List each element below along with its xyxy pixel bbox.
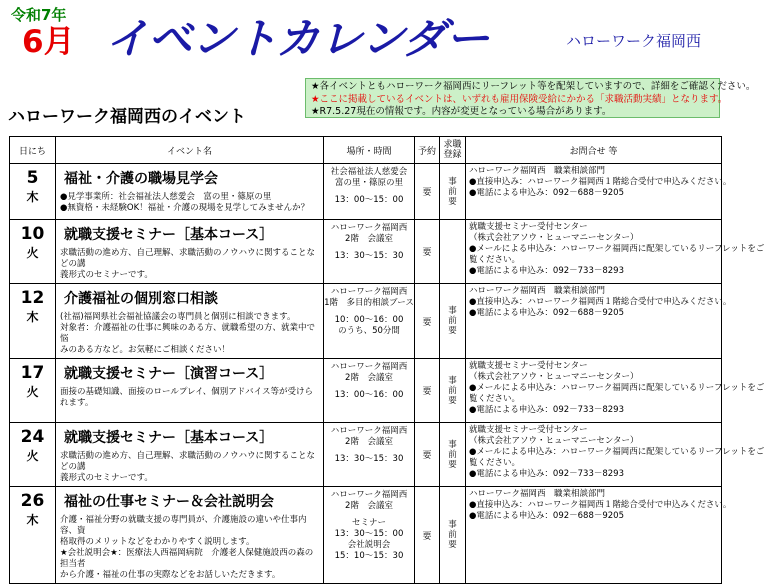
event-description — [56, 513, 323, 583]
contact-cell — [466, 487, 732, 584]
venue-cell — [324, 284, 415, 359]
contact-line: ●電話による申込み：092－733－8293 — [469, 266, 624, 276]
section-title: ハローワーク福岡西のイベント — [8, 107, 246, 127]
reserve-cell: 要 — [415, 164, 440, 220]
event-description — [56, 385, 323, 411]
registration-text: 事前要 — [448, 439, 457, 470]
contact-line: ●電話による申込み：092－733－8293 — [469, 469, 624, 479]
day-cell — [10, 220, 56, 284]
event-time-extra: のうち、50分間 — [338, 326, 400, 336]
event-cell — [56, 487, 324, 584]
day-number: 26 — [20, 491, 45, 511]
contact-line: （株式会社アソウ・ヒューマニーセンター） — [469, 436, 639, 446]
contact-line: 覧ください。 — [469, 458, 521, 468]
era-label: 令和7年 — [11, 6, 67, 24]
contact-line: 覧ください。 — [469, 394, 521, 404]
venue-line: ハローワーク福岡西 — [330, 426, 408, 436]
venue-line: ハローワーク福岡西 — [330, 223, 408, 233]
day-number: 5 — [26, 168, 39, 188]
venue-line: 2階 会議室 — [345, 234, 393, 244]
event-name: 就職支援セミナー［演習コース］ — [64, 366, 274, 382]
registration-text: 事前要 — [448, 375, 457, 406]
contact-line: ハローワーク福岡西 職業相談部門 — [469, 286, 606, 296]
event-time: 13：30～15：30 — [334, 454, 404, 464]
contact-line: （株式会社アソウ・ヒューマニーセンター） — [469, 233, 639, 243]
event-time: 13：00～15：00 — [334, 195, 404, 205]
header-event: イベント名 — [56, 137, 324, 164]
org-name: ハローワーク福岡西 — [566, 32, 702, 50]
contact-line: 就職支援セミナー受付センター — [469, 222, 588, 232]
day-number: 12 — [20, 288, 45, 308]
contact-cell — [466, 423, 764, 487]
event-name: 就職支援セミナー［基本コース］ — [64, 227, 274, 243]
event-description-line: 面接の基礎知識、面接のロールプレイ、個別アドバイス等が受けられます。 — [60, 387, 314, 408]
venue-cell — [324, 487, 415, 584]
event-cell — [56, 423, 324, 487]
contact-line: 就職支援セミナー受付センター — [469, 361, 588, 371]
weekday: 木 — [26, 190, 39, 204]
event-time-extra: 会社説明会 — [347, 540, 391, 550]
venue-line: ハローワーク福岡西 — [330, 490, 408, 500]
event-description-line: ●無資格・未経験OK！福祉・介護の現場を見学してみませんか？ — [60, 203, 310, 213]
reserve-cell: 要 — [415, 487, 440, 584]
table-header-row — [10, 137, 722, 164]
weekday: 火 — [26, 246, 39, 260]
event-description-line: 対象者：介護福祉の仕事に興味のある方、就職希望の方、就業中で悩 — [60, 323, 316, 344]
reserve-cell: 要 — [415, 359, 440, 423]
venue-line: ハローワーク福岡西 — [330, 287, 408, 297]
registration-cell — [440, 359, 466, 423]
weekday: 木 — [26, 310, 39, 324]
contact-line: 覧ください。 — [469, 255, 521, 265]
event-time: 13：00～16：00 — [334, 390, 404, 400]
contact-cell — [466, 164, 732, 220]
day-cell — [10, 423, 56, 487]
event-cell — [56, 220, 324, 284]
reserve-cell: 要 — [415, 284, 440, 359]
day-cell — [10, 164, 56, 220]
event-name: 福祉の仕事セミナー＆会社説明会 — [64, 494, 274, 510]
table-row — [10, 359, 722, 423]
header-day: 日にち — [10, 137, 56, 164]
event-time-extra: 13：30～15：00 — [334, 529, 404, 539]
event-description-line: ●見学事業所：社会福祉法人慈愛会 富の里・篠原の里 — [60, 192, 272, 202]
event-time: 10：00～16：00 — [334, 315, 404, 325]
day-cell — [10, 284, 56, 359]
event-cell — [56, 284, 324, 359]
venue-line: 2階 会議室 — [345, 501, 393, 511]
weekday: 火 — [26, 449, 39, 463]
venue-line: 2階 会議室 — [345, 373, 393, 383]
event-time: 13：30～15：30 — [334, 251, 404, 261]
registration-text: 事前要 — [448, 306, 457, 336]
table-row — [10, 284, 722, 359]
month-label: 6月 — [22, 24, 75, 60]
event-description-line: みのある方など。お気軽にご相談ください！ — [60, 345, 231, 355]
contact-line: ハローワーク福岡西 職業相談部門 — [469, 166, 606, 176]
venue-line: 社会福祉法人慈愛会 — [330, 167, 408, 177]
registration-cell — [440, 220, 466, 284]
venue-cell — [324, 423, 415, 487]
contact-line: ●電話による申込み：092－688－9205 — [469, 188, 624, 198]
day-number: 17 — [20, 363, 45, 383]
weekday: 火 — [26, 385, 39, 399]
header-registration: 求職登録 — [440, 137, 466, 164]
table-row — [10, 220, 722, 284]
event-description — [56, 246, 323, 283]
event-table — [9, 136, 764, 584]
contact-line: ●直接申込み：ハローワーク福岡西１階総合受付で申込みください。 — [469, 500, 732, 510]
event-description-line: 義形式のセミナーです。 — [60, 473, 153, 483]
event-description-line: 義形式のセミナーです。 — [60, 270, 153, 280]
contact-cell — [466, 284, 732, 359]
event-description-line: 求職活動の進め方、自己理解、求職活動のノウハウに関することなどの講 — [60, 451, 316, 472]
event-description-line: 格取得のメリットなどをわかりやすく説明します。 — [60, 537, 255, 547]
event-description-line: 介護・福祉分野の就職支援の専門員が、介護施設の違いや仕事内容、資 — [60, 515, 307, 536]
event-description-line: 求職活動の進め方、自己理解、求職活動のノウハウに関することなどの講 — [60, 248, 316, 269]
notice-line-1: ★各イベントともハローワーク福岡西にリーフレット等を配架していますので、詳細をご確認ください。 — [311, 81, 756, 92]
contact-line: ●電話による申込み：092－688－9205 — [469, 308, 624, 318]
contact-line: ●メールによる申込み：ハローワーク福岡西に配架しているリーフレットをご — [469, 383, 764, 393]
event-cell — [56, 164, 324, 220]
registration-cell — [440, 423, 466, 487]
reserve-cell: 要 — [415, 423, 440, 487]
event-description — [56, 190, 323, 216]
table-row — [10, 164, 722, 220]
table-row — [10, 423, 722, 487]
contact-line: ●電話による申込み：092－733－8293 — [469, 405, 624, 415]
venue-cell — [324, 164, 415, 220]
page-title: イベントカレンダー — [105, 14, 489, 63]
contact-line: ●直接申込み：ハローワーク福岡西１階総合受付で申込みください。 — [469, 297, 732, 307]
day-number: 24 — [20, 427, 45, 447]
event-name: 就職支援セミナー［基本コース］ — [64, 430, 274, 446]
header-contact: お問合せ 等 — [466, 137, 722, 164]
notice-line-3: ★R7.5.27現在の情報です。内容が変更となっている場合があります。 — [311, 106, 612, 117]
venue-cell — [324, 220, 415, 284]
contact-line: ●電話による申込み：092－688－9205 — [469, 511, 624, 521]
contact-line: ハローワーク福岡西 職業相談部門 — [469, 489, 606, 499]
day-cell — [10, 487, 56, 584]
contact-line: （株式会社アソウ・ヒューマニーセンター） — [469, 372, 639, 382]
event-name: 福祉・介護の職場見学会 — [64, 171, 218, 187]
event-description-line: (社福)福岡県社会福祉協議会の専門員と個別に相談できます。 — [60, 312, 296, 322]
reserve-cell: 要 — [415, 220, 440, 284]
contact-line: ●メールによる申込み：ハローワーク福岡西に配架しているリーフレットをご — [469, 447, 764, 457]
registration-cell — [440, 487, 466, 584]
registration-cell — [440, 284, 466, 359]
header-venue: 場所・時間 — [324, 137, 415, 164]
event-time-extra: 15：10～15：30 — [334, 551, 404, 561]
event-description-line: ★会社説明会★：医療法人西福岡病院 介護老人保健施設西の森の担当者 — [60, 548, 314, 569]
event-description-line: から介護・福祉の仕事の実際などをお話しいただきます。 — [60, 570, 281, 580]
contact-line: ●メールによる申込み：ハローワーク福岡西に配架しているリーフレットをご — [469, 244, 764, 254]
contact-line: ●直接申込み：ハローワーク福岡西１階総合受付で申込みください。 — [469, 177, 732, 187]
venue-line: ハローワーク福岡西 — [330, 362, 408, 372]
header-reserve: 予約 — [415, 137, 440, 164]
notice-box — [305, 78, 756, 118]
table-row — [10, 487, 722, 584]
contact-cell — [466, 359, 764, 423]
event-time: セミナー — [351, 518, 386, 528]
venue-line: 2階 会議室 — [345, 437, 393, 447]
contact-cell — [466, 220, 764, 284]
event-description — [56, 449, 323, 486]
registration-text: 事前要 — [448, 520, 457, 550]
event-cell — [56, 359, 324, 423]
event-name: 介護福祉の個別窓口相談 — [64, 291, 218, 307]
notice-line-2: ★ここに掲載しているイベントは、いずれも雇用保険受給にかかる「求職活動実績」となります。 — [311, 93, 728, 105]
venue-line: 1階 多目的相談ブース — [324, 298, 414, 308]
registration-text: 事前要 — [448, 176, 457, 207]
registration-cell — [440, 164, 466, 220]
day-number: 10 — [20, 224, 45, 244]
weekday: 木 — [26, 513, 39, 527]
event-description — [56, 310, 323, 358]
contact-line: 就職支援セミナー受付センター — [469, 425, 588, 435]
venue-cell — [324, 359, 415, 423]
day-cell — [10, 359, 56, 423]
venue-line: 富の里・篠原の里 — [334, 178, 403, 188]
